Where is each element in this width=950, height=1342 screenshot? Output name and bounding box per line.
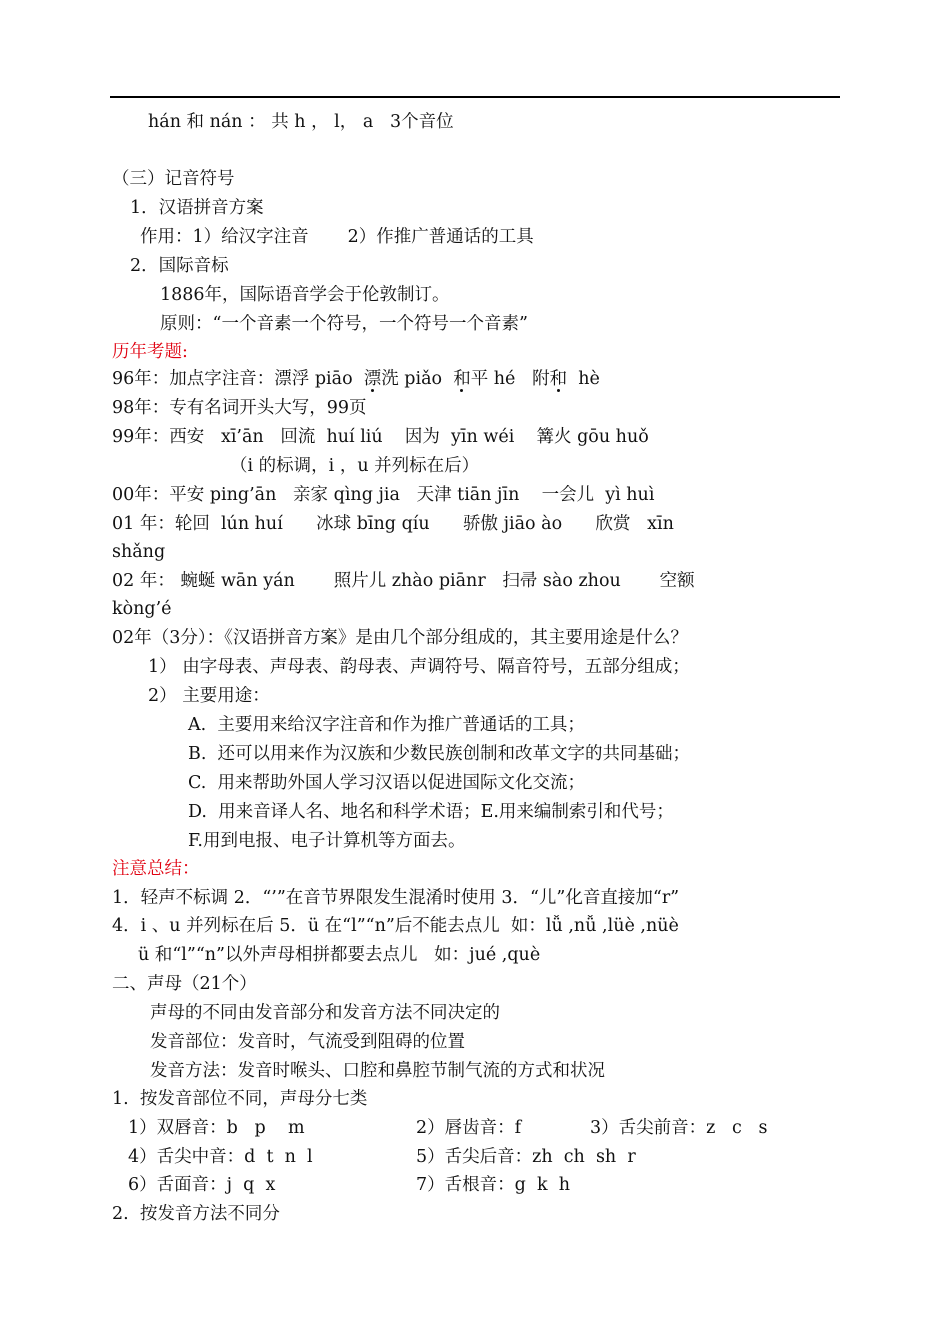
subsection-title: 2．国际音标 [130,256,229,276]
exam-question-02: 02年（3分）：《汉语拼音方案》是由几个部分组成的，其主要用途是什么？ [112,628,688,648]
answer-item: 2） 主要用途： [148,686,270,706]
classification-title: 2. 按发音方法不同分 [112,1204,280,1224]
answer-item: 1） 由字母表、声母表、韵母表、声调符号、隔音符号，五部分组成； [148,657,690,677]
use-item-c: C. 用来帮助外国人学习汉语以促进国际文化交流； [188,773,585,793]
initials-class: 1）双唇音：b p m [128,1118,305,1138]
use-item-a: A. 主要用来给汉字注音和作为推广普通话的工具； [188,715,585,735]
initials-class: 6）舌面音：j q x [128,1175,276,1195]
initials-class: 7）舌根音：g k h [416,1175,570,1195]
note-heading: 注意总结： [112,859,200,879]
exam-96-text: 洗 piǎo [381,369,454,389]
exam-line-99: 99年：西安 xī’ān 回流 huí liú 因为 yīn wéi 篝火 gōu huǒ [112,427,649,447]
section-heading: （三）记音符号 [112,169,235,189]
note-line: 4．i 、u 并列标在后 5．ü 在“l”“n”后不能去点儿 如：lǚ ,nǚ ,lüè ,nüè [112,916,679,936]
exam-96-text: hè [567,369,600,389]
section-heading: 二、声母（21个） [112,974,257,994]
exam-heading: 历年考题: [112,342,188,362]
subsection-title: 1．汉语拼音方案 [130,198,264,218]
use-item-f: F.用到电报、电子计算机等方面去。 [188,831,466,851]
manner-definition: 发音方法：发音时喉头、口腔和鼻腔节制气流的方式和状况 [150,1061,605,1081]
initials-class: 5）舌尖后音：zh ch sh r [416,1147,636,1167]
use-item-b: B. 还可以用来作为汉族和少数民族创制和改革文字的共同基础； [188,744,691,764]
exam-99-note: （i 的标调，i ，u 并列标在后） [230,456,480,476]
pinyin-use-text: 作用：1）给汉字注音 2）作推广普通话的工具 [140,227,534,247]
ipa-principle-text: 原则：“一个音素一个符号，一个符号一个音素” [160,314,528,334]
classification-title: 1. 按发音部位不同，声母分七类 [112,1089,368,1109]
initials-class: 4）舌尖中音：d t n l [128,1147,313,1167]
use-item-d: D. 用来音译人名、地名和科学术语；E.用来编制索引和代号； [188,802,674,822]
exam-line-02: 02 年： 蜿蜒 wān yán 照片儿 zhào piānr 扫帚 sào zhou 空额 [112,571,695,591]
dotted-char: 漂 [363,369,382,389]
place-definition: 发音部位：发音时，气流受到阻碍的位置 [150,1032,465,1052]
exam-line-98: 98年：专有名词开头大写，99页 [112,398,367,418]
exam-96-prefix: 96年：加点字注音：漂浮 piāo [112,369,364,389]
initials-class: 2）唇齿音：f [416,1118,522,1138]
exam-96-text: 平 hé 附 [470,369,550,389]
exam-line-01-cont: shǎng [112,542,166,562]
note-line: ü 和“l”“n”以外声母相拼都要去点儿 如：jué ,què [138,945,541,965]
ipa-year-text: 1886年，国际语音学会于伦敦制订。 [160,285,450,305]
exam-line-00: 00年：平安 ping’ān 亲家 qìng jia 天津 tiān jīn 一会儿 yì huì [112,485,655,505]
phoneme-example: hán 和 nán ： 共 h ， l， a 3个音位 [148,112,454,132]
header-rule [110,96,840,98]
initials-class: 3）舌尖前音：z c s [590,1118,768,1138]
dotted-char: 和 [549,369,568,389]
note-line: 1．轻声不标调 2．“’”在音节界限发生混淆时使用 3．“儿”化音直接加“r” [112,888,680,908]
exam-line-01: 01 年：轮回 lún huí 冰球 bīng qíu 骄傲 jiāo ào 欣赏 xīn [112,514,674,534]
initials-intro: 声母的不同由发音部分和发音方法不同决定的 [150,1003,500,1023]
exam-line-96 [112,367,600,391]
dotted-char: 和 [453,369,471,389]
exam-line-02-cont: kòng’é [112,599,172,619]
